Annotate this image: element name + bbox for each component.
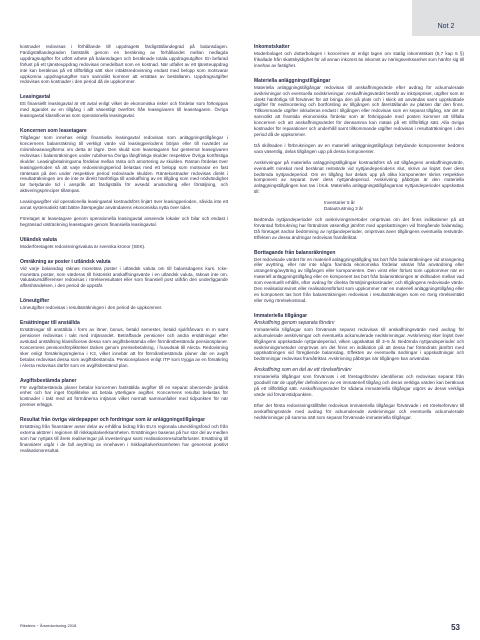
body-paragraph: Det redovisade värdet för en materiell anläggningstillgång tas bort från balansräkningen vid utrangering eller avyttring, eller när inte några framtida ekonomiska fördelar väntas från användning eller utrangering/avyttring av tillgången eller komponenten. Den vinst eller förlust som uppkommer när en materiell anläggningstillgång eller en komponent tas bort från balansräkningen är skillnaden mellan vad som eventuellt erhålls, efter avdrag för direkta försäljningskostnader, och tillgångens redovisade värde. Den realisationsvinst eller realisationsförlust som uppkommer när en materiell anläggningstillgång eller en komponent tas bort från balansräkningen redovisas i resultaträkningen som en övrig rörelseintäkt eller övrig rörelsekostnad.: [254, 256, 464, 303]
subsection-heading: Anskaffning som en del av ett rörelseförvärv: [254, 367, 352, 374]
body-paragraph: Moderföretagets redovisningsvaluta är svenska kronor (SEK).: [20, 243, 146, 249]
body-paragraph: Materiella anläggningstillgångar redovisas till anskaffningsvärde efter avdrag för ackumulerade avskrivningar och eventuella nedskrivningar. Anskaffningsvärdet består av inköpspriset, utgifter som är direkt hänförliga till förvärvet för att bringa den på plats och i skick att användas samt uppskattade utgifter för nedmontering och bortforsling av tillgången och återställande av platsen där den finns. Tillkommande utgifter inkluderas endast i tillgången eller redovisas som en separat tillgång, när det är sannolikt att framtida ekonomiska fördelar som är förknippade med posten kommer att tillfalla koncernen och att anskaffningsvärdet för densamma kan mätas på ett tillförlitligt sätt. Alla övriga kostnader för reparationer och underhåll samt tillkommande utgifter redovisas i resultaträkningen i den period då de uppkommer.: [254, 84, 464, 137]
body-paragraph: Löneutgifter redovisas i resultaträkningen i den period de uppkommer.: [20, 305, 163, 311]
body-paragraph: Leasingavgifter vid operationella leasingavtal kostnadsförs linjärt över leasingperioden, såvida inte ett annat systematiskt sätt bättre återspeglar användarens ekonomiska nytta över tiden.: [20, 199, 228, 211]
body-paragraph: Bedömda nyttjandeperioder och avskrivningsmetoder omprövas om det finns indikationer på att förväntad förbrukning har förändrats väsentligt jämfört med uppskattningen vid föregående balansdag. Då företaget ändrar bedömning av nyttjandeperioder, omprövas även tillgångens eventuella restvärde. Effekten av dessa ändringar redovisas framåtriktat.: [254, 216, 464, 240]
body-paragraph: Företaget är leasetagare genom operationella leasingavtal avseende lokaler och bilar och endast i begränsad utsträckning leasetagare genom finansiella leasingavtal.: [20, 215, 228, 227]
list-item: Inventarier 5 år: [324, 200, 355, 206]
body-paragraph: Tillgångar som innehas enligt finansiella leasingavtal redovisas som anläggningstillgångar i koncernens balansräkning till verkligt värde vid leasingperiodens början eller till nuvärdet av minimileaseavgifterna om detta är lägre. Den skuld som leasetagaren har gentemot leasegivaren redovisas i balansräkningen under rubrikerna Övriga långfristiga skulder respektive Övriga kortfristiga skulder. Leasingbetalningarna fördelas mellan ränta och amortering av skulden. Räntan fördelas över leasingperioden så att varje redovisningsperiod belastas med ett belopp som motsvarar en fast räntesats på den under respektive period redovisade skulden. Räntekostnader redovisas direkt i resultaträkningen om de inte är direkt hänförliga till anskaffning av en tillgång som med nödvändighet tar betydande tid i anspråk att färdigställa för avsedd användning eller försäljning, och aktiveringsprinciper tillämpas.: [20, 135, 228, 194]
section-heading: Löneutgifter: [20, 298, 50, 305]
depreciation-list: [324, 200, 464, 212]
section-heading: Immateriella tillgångar: [254, 312, 308, 319]
body-paragraph: För avgiftsbestämda planer betalar koncernen fastställda avgifter till en separat oberoende juridisk enhet och har inget förpliktelse att betala ytterligare avgifter. Koncernens resultat belastas för kostnader i takt med att förmånerna intjänas vilket normalt sammanfaller med tidpunkten för när premier erläggs.: [20, 384, 228, 408]
section-heading: Utländsk valuta: [20, 236, 57, 243]
body-paragraph: Immateriella tillgångar som förvärvats separat redovisas till anskaffningsvärde med avdrag för ackumulerade avskrivningar och eventuella ackumulerade nedskrivningar. Avskrivning sker linjärt över tillgångens uppskattade nyttjandeperiod, vilken uppskattas till 3–5 år. Bedömda nyttjandeperioder och avskrivningsmetoder omprövas om det finns en indikation på att dessa har förändrats jämfört med uppskattningen vid föregående balansdag. Effekten av eventuella ändringar i uppskattningar och bedömningar redovisas framåtriktat. Avskrivning påbörjas när tillgången kan användas.: [254, 326, 464, 362]
body-paragraph: Ersättningar till anställda i form av löner, bonus, betald semester, betald sjukfrånvaro m m samt pensioner redovisas i takt med intjänandet. Beträffande pensioner och andra ersättningar efter avslutad anställning klassificeras dessa som avgiftsbestämda eller förmånsbestämda pensionsplaner. Koncernens pensionsförpliktelser täckes genom premiebetalning, i huvudsak till Alecta. Redovisning sker enligt försäkringsreglerna i K3, vilket innebär att för förmånsbestämda planer där en avgift betalas redovisas dessa som avgiftsbestämda. Pensionsplanen enligt ITP som trygga av en försäkring i Alecta redovisas därför som en avgiftsbestämd plan.: [20, 327, 228, 368]
body-paragraph: Vid varje balansdag räknas monetära poster i utländsk valuta om till balansdagens kurs. Icke-monetära poster, som värderas till historiskt anskaffningsvärde i en utländsk valuta, räknas inte om. Valutakursdifferenser redovisas i rörelseresultatet eller som finansiell post utifrån den underliggande affärshändelsen, i den period de uppstår.: [20, 265, 228, 289]
section-heading: Inkomstskatter: [254, 44, 290, 50]
footer-text: Rikstens ~ Årsredovisning 2018: [20, 623, 77, 628]
list-item: Datautrustning 3 år: [324, 206, 364, 212]
section-heading: Borttagande från balansräkningen: [254, 249, 336, 256]
body-paragraph: Ersättning från finansiärer avser delar av erhållna bidrag från EU:s regionala utvecklingsfond och från externa aktörer i regionen till riskkapitalverksamheten. Ersättningen baseras på hur stor del av medlen som har nyttjats till årets realiseringar på investeringar samt realisationsresultatförluster. Ersättning till finansiärer utgår i de fall avyttring av innehaven i riskkapitalverksamheten har genererat positivt realisationsresultat.: [20, 424, 228, 453]
section-heading: Avgiftsbestämda planer: [20, 377, 77, 384]
section-heading: Koncernen som leasetagare: [20, 128, 87, 135]
left-column: [20, 44, 228, 459]
section-heading: Leasingavtal: [20, 94, 51, 101]
body-paragraph: Moderbolaget och dotterbolagen i koncernen är enligt lagen om statlig inkomstskatt (5,7 kap 5 §) frikallade från skattskyldighet för all annan inkomst än inkomst av näringsverksamhet som hänför sig till innehav av fastighet.: [254, 51, 464, 68]
note-label: Not 2: [437, 23, 455, 30]
section-heading: Resultat från övriga värdepapper och fordringar som är anläggningstillgångar: [20, 417, 206, 424]
body-paragraph: Immateriella tillgångar som förvärvats i ett företagsförvärv identifieras och redovisas separat från goodwill när de uppfyller definitionen av en immateriell tillgång och deras verkliga värden kan beräknas på ett tillförlitligt sätt. Anskaffningsvärdet för sådana immateriella tillgångar utgörs av deras verkliga värde vid förvärvstidpunkten.: [254, 374, 464, 397]
section-heading: Omräkning av poster i utländsk valuta: [20, 258, 111, 265]
note-tab: [412, 0, 480, 36]
section-heading: Materiella anläggningstillgångar: [254, 77, 331, 84]
section-heading: Ersättningar till anställda: [20, 320, 80, 327]
body-paragraph: Avskrivningar på materiella anläggningstillgångar kostnadsförs så att tillgångens anskaffningsvärde, eventuellt minskat med beräknat restvärde vid nyttjandeperiodens slut, skrivs av linjärt över dess bedömda nyttjandeperiod. Om en tillgång har delats upp på olika komponenter skrivs respektive komponent av separat över dess nyttjandeperiod. Avskrivning påbörjas är den materiella anläggningstillgången kan tas i bruk. Materiella anläggningstillgångarnas nyttjandeperioder uppskattas till:: [254, 159, 464, 195]
body-paragraph: Efter det första redovisningstillfället redovisas immateriella tillgångar förvärvade i ett rörelseförvärv till anskaffningsvärde med avdrag för ackumulerade avskrivningar och eventuella ackumulerade nedskrivningar på samma sätt som separat förvärvade immateriella tillgångar.: [254, 402, 464, 420]
body-paragraph: Då skillnaden i förbrukningen av en materiell anläggningstillgångs betydande komponenter bedöms vara väsentlig, delas tillgången upp på dessa komponenter.: [254, 142, 464, 154]
page-number: 53: [451, 623, 460, 632]
right-column: [254, 44, 464, 426]
body-paragraph: Ett finansiellt leasingavtal är ett avtal enligt vilket de ekonomiska risker och fördelar som förknippas med ägandet av en tillgång i allt väsentligt överförs från leasegivaren till leasetagaren. Övriga leasingavtal klassificeras som operationella leasingavtal.: [20, 101, 228, 119]
body-paragraph: kostnader redovisas i förhållande till uppdragets färdigställandegrad på balansdagen. Färdigställandegraden fastställs genom en beräkning av förhållandet mellan nedlagda uppdragsutgifter för utfört arbete på balansdagen och beräknade totala uppdragsutgifter. En befarad förlust på ett tjänsteuppdrag redovisas omedelbart som en kostnad. När utfallet av ett tjänsteuppdrag inte kan beräknas på ett tillförlitligt sätt sker intäktsredovisning endast med belopp som motsvarar uppkomna uppdragsutgifter som sannolikt kommer att ersättas av beställaren. Uppdragsutgifter redovisas som kostnader i den period då de uppkommer.: [20, 44, 228, 85]
subsection-heading: Anskaffning genom separata förvärv: [254, 319, 335, 326]
